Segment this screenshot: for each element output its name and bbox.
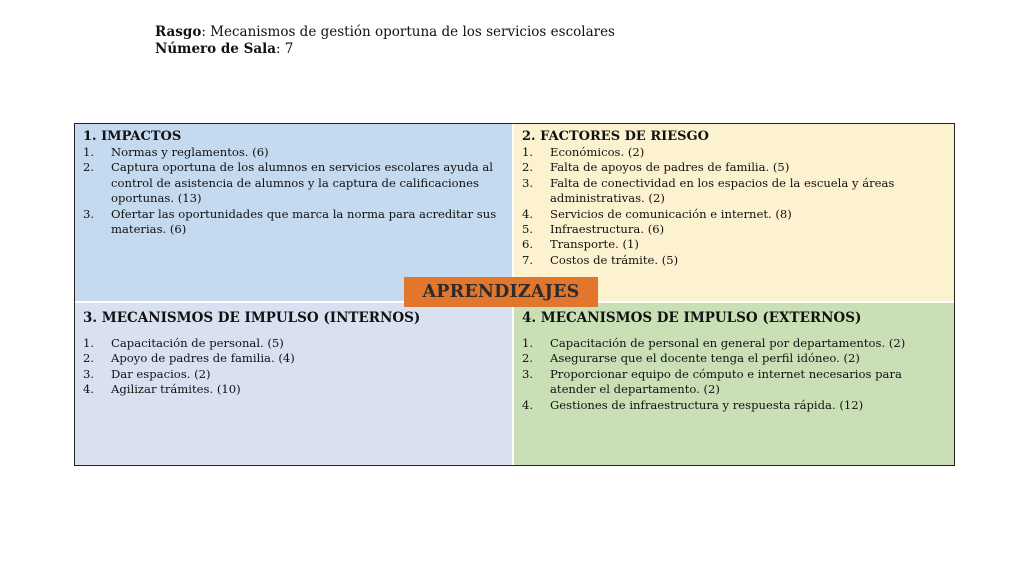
list-item [83,160,504,206]
internos-title: 3. MECANISMOS DE IMPULSO (INTERNOS) [83,310,421,326]
list-item-text: Captura oportuna de los alumnos en servicios escolares ayuda al control de asistencia de alumnos y la captura de calificaciones oportunas. (13) [111,160,493,206]
list-item-number: 2. [522,351,534,366]
list-item [522,222,946,237]
quadrant-factores-riesgo [514,124,954,301]
list-item [522,253,946,268]
list-item [522,336,946,351]
externos-list [522,336,946,413]
riesgo-list [522,145,946,268]
list-item-number: 1. [522,336,534,350]
list-item [522,237,946,252]
list-item [83,207,504,238]
riesgo-title: 2. FACTORES DE RIESGO [522,129,709,144]
list-item [522,160,946,175]
rasgo-line [155,24,615,41]
list-item-number: 2. [83,351,95,366]
list-item-number: 6. [522,237,534,252]
list-item-text: Económicos. (2) [550,145,645,159]
sala-line [155,41,615,58]
impactos-list [83,145,504,237]
list-item-number: 1. [83,145,95,159]
list-item-number: 3. [83,366,95,381]
list-item-text: Ofertar las oportunidades que marca la norma para acreditar sus materias. (6) [111,206,497,237]
list-item-number: 2. [522,160,534,175]
list-item-number: 3. [522,366,534,381]
list-item [522,176,946,207]
list-item [522,207,946,222]
list-item-number: 7. [522,252,534,267]
quadrant-impactos [75,124,512,301]
list-item-text: Falta de conectividad en los espacios de la escuela y áreas administrativas. (2) [550,175,895,206]
list-item-number: 4. [83,382,95,397]
sala-value: : 7 [275,41,294,57]
list-item [83,351,504,366]
list-item [522,398,946,413]
rasgo-value: : Mecanismos de gestión oportuna de los servicios escolares [201,24,615,40]
list-item-text: Transporte. (1) [550,237,639,252]
list-item-number: 1. [522,145,534,159]
list-item-text: Dar espacios. (2) [111,366,211,381]
list-item-text: Asegurarse que el docente tenga el perfil idóneo. (2) [550,351,860,366]
list-item [83,367,504,382]
aprendizajes-badge: APRENDIZAJES [404,277,598,307]
list-item [83,336,504,351]
list-item-number: 4. [522,397,534,412]
quadrant-impulso-externos [514,303,954,465]
list-item-text: Costos de trámite. (5) [550,252,679,267]
externos-title: 4. MECANISMOS DE IMPULSO (EXTERNOS) [522,310,862,326]
list-item-text: Capacitación de personal. (5) [111,336,284,350]
list-item-text: Capacitación de personal en general por departamentos. (2) [550,336,906,350]
internos-list [83,336,504,398]
list-item [83,382,504,397]
list-item [522,351,946,366]
list-item-number: 2. [83,160,95,175]
list-item-text: Agilizar trámites. (10) [111,382,241,397]
list-item-number: 3. [83,206,95,221]
list-item-text: Proporcionar equipo de cómputo e internet necesarios para atender el departamento. (2) [550,366,902,397]
list-item-number: 3. [522,175,534,190]
rasgo-label: Rasgo [155,24,202,40]
list-item [83,145,504,160]
list-item-number: 1. [83,336,95,350]
slide-header [155,24,615,58]
list-item-text: Infraestructura. (6) [550,222,665,237]
sala-label: Número de Sala [155,41,276,57]
list-item-number: 4. [522,206,534,221]
list-item-text: Gestiones de infraestructura y respuesta rápida. (12) [550,397,864,412]
list-item-text: Falta de apoyos de padres de familia. (5) [550,160,790,175]
quadrant-impulso-internos [75,303,512,465]
list-item-text: Normas y reglamentos. (6) [111,145,269,159]
list-item-text: Apoyo de padres de familia. (4) [111,351,295,366]
list-item [522,145,946,160]
list-item [522,367,946,398]
impactos-title: 1. IMPACTOS [83,129,182,144]
list-item-number: 5. [522,222,534,237]
list-item-text: Servicios de comunicación e internet. (8) [550,206,792,221]
